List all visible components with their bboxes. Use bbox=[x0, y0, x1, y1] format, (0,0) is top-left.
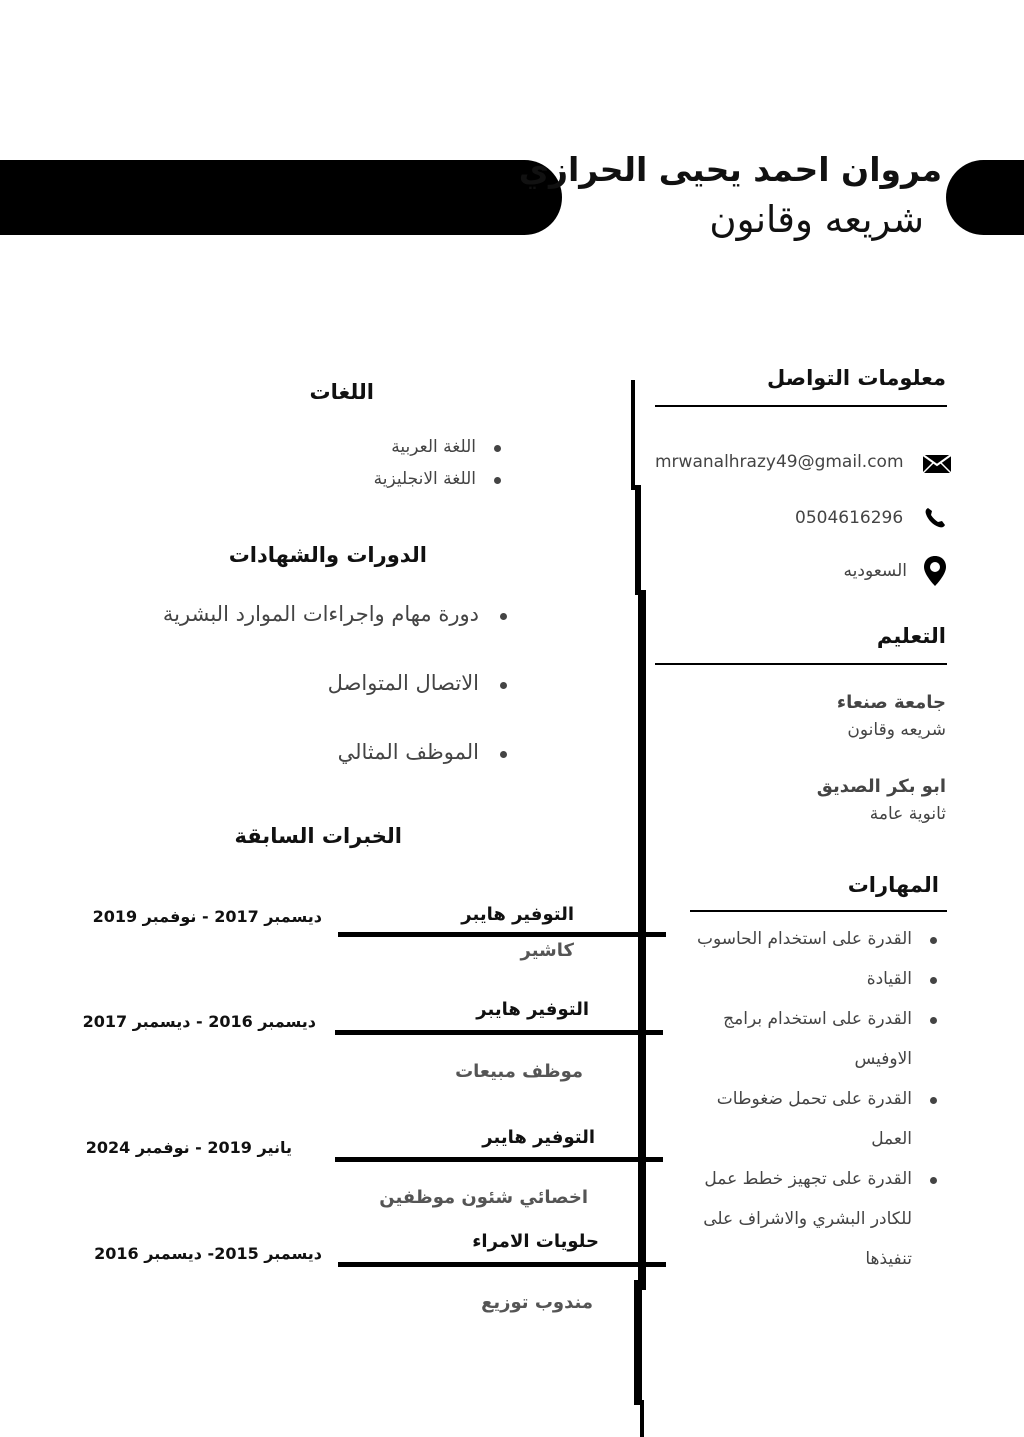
experience-line bbox=[338, 932, 666, 937]
skill-line: العمل bbox=[871, 1129, 912, 1149]
experience-date: ديسمبر 2016 - ديسمبر 2017 bbox=[82, 1012, 316, 1031]
skill-line: القيادة bbox=[866, 969, 912, 989]
experience-role: اخصائي شئون موظفين bbox=[379, 1187, 588, 1208]
course-bullet bbox=[500, 613, 507, 620]
education-divider bbox=[655, 663, 947, 665]
timeline-line-tail bbox=[640, 1400, 644, 1437]
education-degree: شريعه وقانون bbox=[847, 720, 946, 740]
course-bullet bbox=[500, 751, 507, 758]
skill-bullet bbox=[930, 1017, 937, 1024]
language-bullet bbox=[494, 477, 501, 484]
education-degree: ثانوية عامة bbox=[869, 804, 946, 824]
experience-date: ديسمبر 2017 - نوفمبر 2019 bbox=[92, 907, 322, 926]
contact-heading: معلومات التواصل bbox=[767, 366, 946, 390]
experience-company: التوفير هايبر bbox=[482, 1127, 595, 1148]
course-item: الاتصال المتواصل bbox=[327, 671, 479, 695]
skill-bullet bbox=[930, 1177, 937, 1184]
experience-line bbox=[335, 1030, 663, 1035]
skills-divider bbox=[690, 910, 947, 912]
experience-line bbox=[335, 1157, 663, 1162]
skill-bullet bbox=[930, 1097, 937, 1104]
timeline-line-mid bbox=[635, 485, 641, 595]
experience-company: التوفير هايبر bbox=[476, 999, 589, 1020]
course-item: دورة مهام واجراءات الموارد البشرية bbox=[162, 602, 479, 626]
contact-divider bbox=[655, 405, 947, 407]
skill-line: القدرة على استخدام الحاسوب bbox=[696, 929, 912, 949]
skill-bullet bbox=[930, 937, 937, 944]
phone-icon bbox=[920, 503, 950, 533]
skill-line: القدرة على تحمل ضغوطات bbox=[716, 1089, 912, 1109]
contact-phone[interactable]: 0504616296 bbox=[795, 508, 904, 528]
experience-heading: الخبرات السابقة bbox=[234, 824, 402, 848]
experience-date: ديسمبر 2015- ديسمبر 2016 bbox=[94, 1244, 322, 1263]
language-item: اللغة الانجليزية bbox=[373, 469, 476, 489]
course-item: الموظف المثالي bbox=[337, 740, 479, 764]
courses-heading: الدورات والشهادات bbox=[228, 543, 427, 567]
contact-location: السعوديه bbox=[843, 561, 907, 581]
timeline-line-top bbox=[631, 380, 635, 490]
timeline-line-main bbox=[638, 590, 646, 1290]
experience-date: يانير 2019 - نوفمبر 2024 bbox=[85, 1138, 292, 1157]
skills-heading: المهارات bbox=[847, 873, 939, 897]
location-pin-icon bbox=[920, 556, 950, 586]
skill-line: الاوفيس bbox=[854, 1049, 912, 1069]
person-name: مروان احمد يحيى الحرازي bbox=[518, 150, 942, 189]
experience-company: التوفير هايبر bbox=[461, 904, 574, 925]
skill-line: للكادر البشري والاشراف على bbox=[703, 1209, 912, 1229]
education-heading: التعليم bbox=[876, 624, 946, 648]
skill-bullet bbox=[930, 977, 937, 984]
language-bullet bbox=[494, 445, 501, 452]
header-bar-right bbox=[946, 160, 1024, 235]
language-item: اللغة العربية bbox=[391, 437, 476, 457]
experience-role: موظف مبيعات bbox=[455, 1061, 583, 1082]
skill-line: تنفيذها bbox=[865, 1249, 912, 1269]
skill-line: القدرة على استخدام برامج bbox=[723, 1009, 912, 1029]
experience-role: كاشير bbox=[520, 940, 574, 961]
languages-heading: اللغات bbox=[309, 380, 374, 404]
course-bullet bbox=[500, 682, 507, 689]
header-bar-left bbox=[0, 160, 562, 235]
experience-company: حلويات الامراء bbox=[472, 1231, 599, 1252]
education-school: جامعة صنعاء bbox=[836, 692, 946, 713]
timeline-line-bottom bbox=[634, 1280, 642, 1405]
contact-email[interactable]: mrwanalhrazy49@gmail.com bbox=[655, 452, 904, 472]
experience-line bbox=[338, 1262, 666, 1267]
envelope-icon bbox=[922, 449, 952, 479]
experience-role: مندوب توزيع bbox=[481, 1292, 593, 1313]
education-school: ابو بكر الصديق bbox=[816, 776, 946, 797]
person-major: شريعه وقانون bbox=[709, 198, 924, 241]
skill-line: القدرة على تجهيز خطط عمل bbox=[704, 1169, 912, 1189]
